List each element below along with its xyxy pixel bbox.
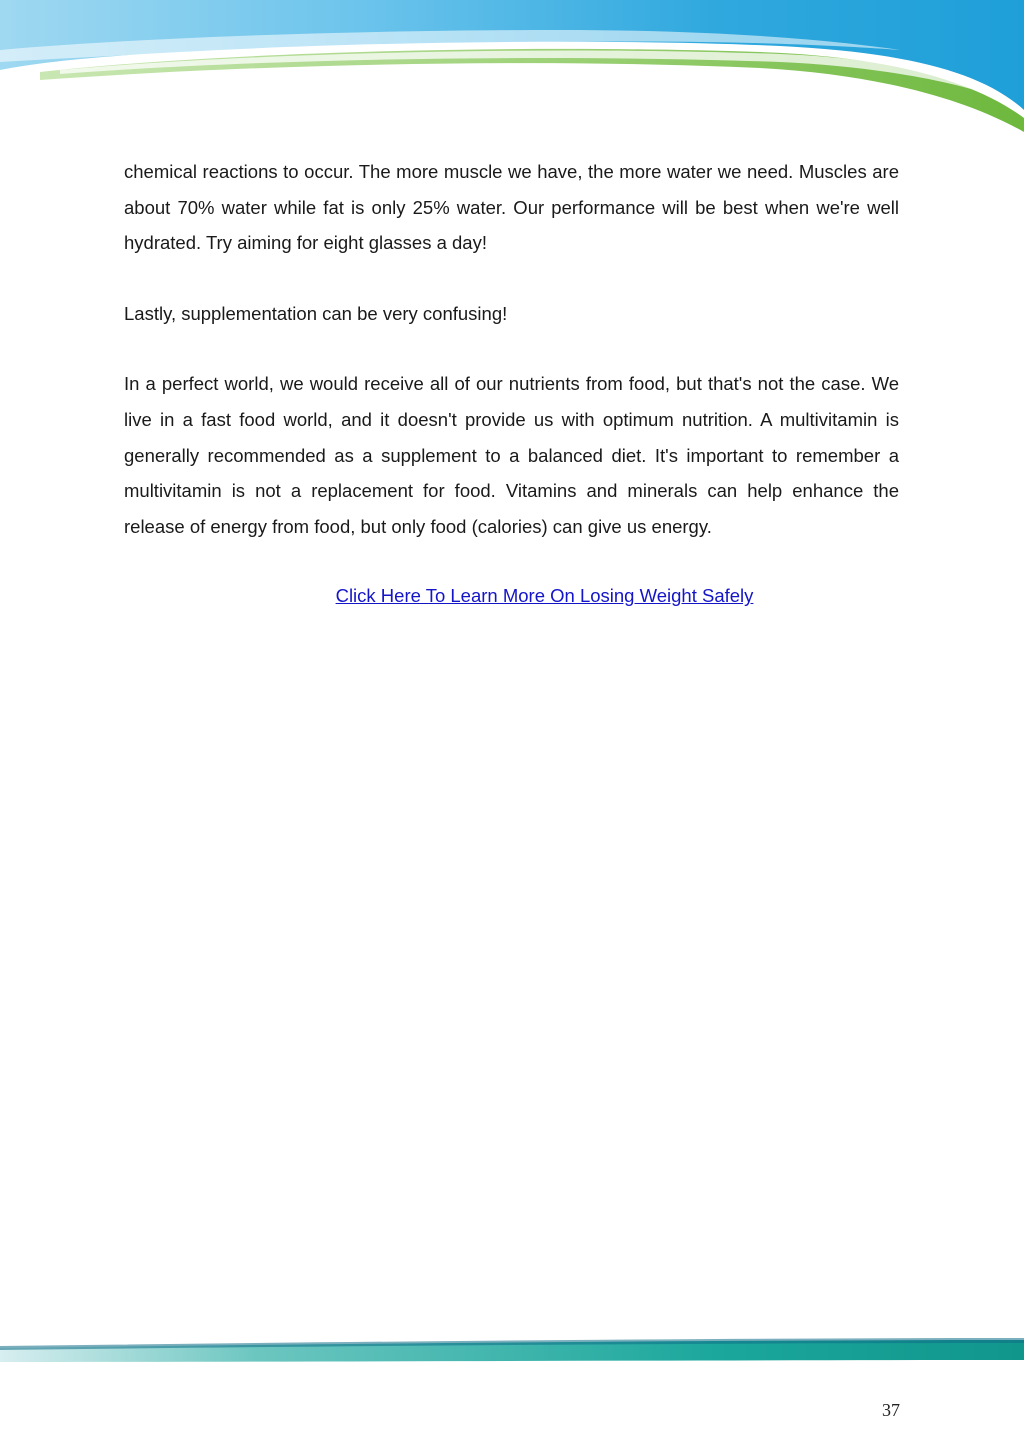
footer-band-decoration — [0, 1334, 1024, 1370]
paragraph-supplementation: Lastly, supplementation can be very confusing! — [124, 302, 508, 324]
link-container — [124, 578, 899, 613]
learn-more-link[interactable]: Click Here To Learn More On Losing Weight Safely — [335, 585, 754, 607]
paragraph-hydration: chemical reactions to occur. The more muscle we have, the more water we need. Muscles are about 70% water while fat is only 25% water. Our performance will be best when we're well hydrated. Try aiming for eight glasses a day! — [124, 161, 899, 254]
page-body — [124, 154, 899, 613]
paragraph-multivitamin: In a perfect world, we would receive all of our nutrients from food, but that's not the case. We live in a fast food world, and it doesn't provide us with optimum nutrition. A multivitamin is generally recommended as a supplement to a balanced diet. It's important to remember a multivitamin is not a replacement for food. Vitamins and minerals can help enhance the release of energy from food, but only food (calories) can give us energy. — [124, 373, 899, 537]
page-number: 37 — [882, 1400, 900, 1420]
header-wave-decoration — [0, 0, 1024, 140]
